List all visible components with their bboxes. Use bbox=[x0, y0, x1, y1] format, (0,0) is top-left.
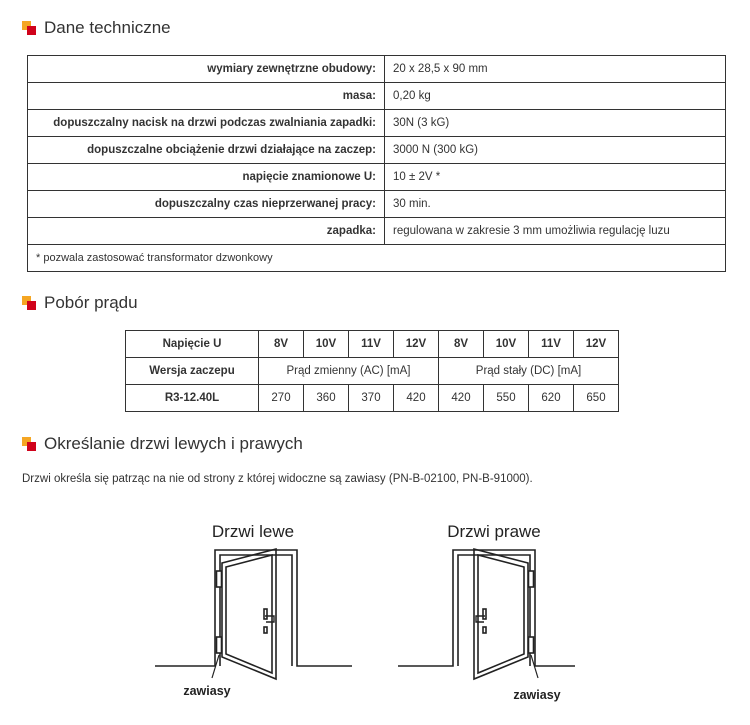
section-title: Pobór prądu bbox=[44, 293, 138, 312]
spec-value: regulowana w zakresie 3 mm umożliwia regulację luzu bbox=[385, 218, 726, 245]
power-table bbox=[125, 330, 619, 412]
power-current-type-row bbox=[126, 358, 619, 385]
spec-row bbox=[28, 56, 726, 83]
spec-value: 30N (3 kG) bbox=[385, 110, 726, 137]
doors-diagram bbox=[0, 505, 750, 725]
left-door-title: Drzwi lewe bbox=[211, 522, 295, 541]
section-header-doors bbox=[22, 434, 303, 454]
right-door-title: Drzwi prawe bbox=[447, 522, 541, 541]
voltage-cell: 10V bbox=[484, 331, 529, 358]
spec-label: dopuszczalny nacisk na drzwi podczas zwalniania zapadki: bbox=[28, 110, 385, 137]
spec-value: 20 x 28,5 x 90 mm bbox=[385, 56, 726, 83]
dc-header: Prąd stały (DC) [mA] bbox=[439, 358, 619, 385]
voltage-cell: 10V bbox=[304, 331, 349, 358]
spec-row bbox=[28, 191, 726, 218]
spec-value: 0,20 kg bbox=[385, 83, 726, 110]
power-voltage-row bbox=[126, 331, 619, 358]
spec-row bbox=[28, 110, 726, 137]
left-door-drawing bbox=[155, 549, 352, 679]
spec-note-row bbox=[28, 245, 726, 272]
spec-label: napięcie znamionowe U: bbox=[28, 164, 385, 191]
voltage-cell: 12V bbox=[394, 331, 439, 358]
current-cell: 550 bbox=[484, 385, 529, 412]
current-cell: 420 bbox=[439, 385, 484, 412]
spec-label: dopuszczalny czas nieprzerwanej pracy: bbox=[28, 191, 385, 218]
left-hinges-label: zawiasy bbox=[183, 684, 231, 698]
current-cell: 270 bbox=[259, 385, 304, 412]
spec-row bbox=[28, 137, 726, 164]
current-cell: 420 bbox=[394, 385, 439, 412]
current-cell: 360 bbox=[304, 385, 349, 412]
spec-value: 30 min. bbox=[385, 191, 726, 218]
current-cell: 370 bbox=[349, 385, 394, 412]
spec-note: * pozwala zastosować transformator dzwonkowy bbox=[28, 245, 726, 272]
ac-header: Prąd zmienny (AC) [mA] bbox=[259, 358, 439, 385]
spec-row bbox=[28, 164, 726, 191]
right-hinges-label: zawiasy bbox=[513, 688, 561, 702]
spec-value: 10 ± 2V * bbox=[385, 164, 726, 191]
spec-row bbox=[28, 218, 726, 245]
voltage-cell: 8V bbox=[259, 331, 304, 358]
section-bullet-icon bbox=[22, 296, 36, 310]
right-door-drawing bbox=[398, 549, 575, 679]
current-cell: 650 bbox=[574, 385, 619, 412]
voltage-cell: 8V bbox=[439, 331, 484, 358]
section-bullet-icon bbox=[22, 437, 36, 451]
voltage-cell: 11V bbox=[349, 331, 394, 358]
section-header-power bbox=[22, 293, 138, 313]
version-header: Wersja zaczepu bbox=[126, 358, 259, 385]
power-values-row bbox=[126, 385, 619, 412]
spec-row bbox=[28, 83, 726, 110]
spec-label: masa: bbox=[28, 83, 385, 110]
spec-label: wymiary zewnętrzne obudowy: bbox=[28, 56, 385, 83]
door-intro-text: Drzwi określa się patrząc na nie od strony z której widoczne są zawiasy (PN-B-02100, PN-B-91000). bbox=[22, 473, 533, 485]
spec-label: zapadka: bbox=[28, 218, 385, 245]
section-header-tech bbox=[22, 18, 171, 38]
voltage-cell: 11V bbox=[529, 331, 574, 358]
spec-value: 3000 N (300 kG) bbox=[385, 137, 726, 164]
spec-table bbox=[27, 55, 726, 272]
section-title: Dane techniczne bbox=[44, 18, 171, 37]
spec-label: dopuszczalne obciążenie drzwi działające na zaczep: bbox=[28, 137, 385, 164]
voltage-header: Napięcie U bbox=[126, 331, 259, 358]
section-bullet-icon bbox=[22, 21, 36, 35]
current-cell: 620 bbox=[529, 385, 574, 412]
voltage-cell: 12V bbox=[574, 331, 619, 358]
section-title: Określanie drzwi lewych i prawych bbox=[44, 434, 303, 453]
model-cell: R3-12.40L bbox=[126, 385, 259, 412]
